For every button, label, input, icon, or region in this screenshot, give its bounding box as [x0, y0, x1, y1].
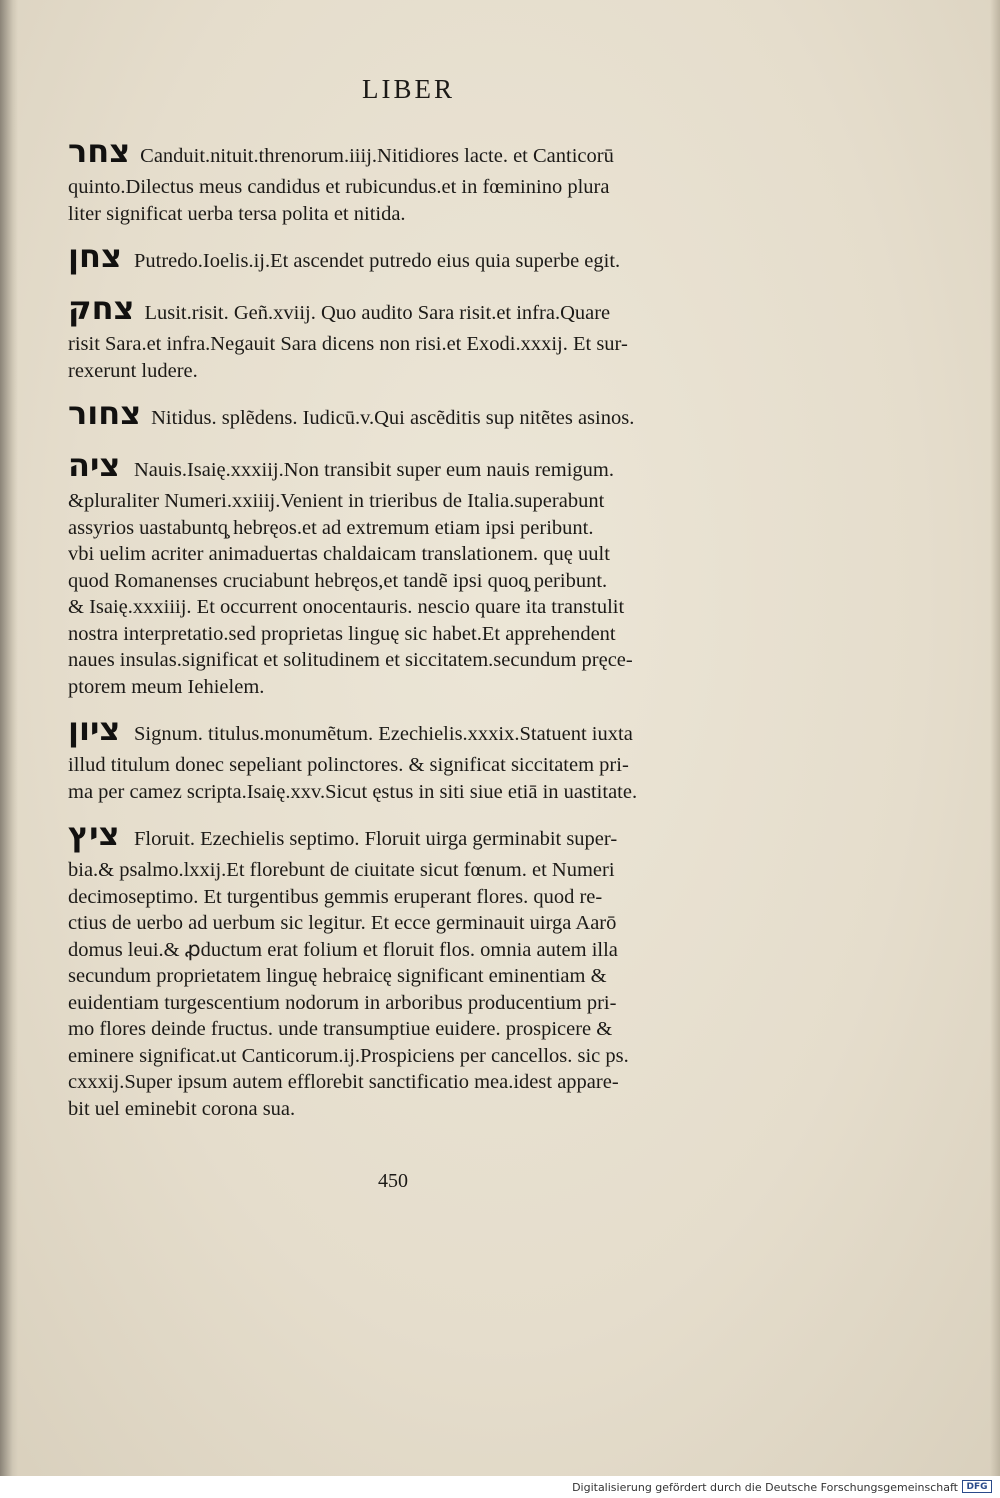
entry-text-line: naues insulas.significat et solitudinem et siccitatem.secundum pręce-	[68, 649, 633, 671]
running-head: LIBER	[362, 74, 455, 104]
entry-headline	[68, 815, 748, 857]
entry-text-line: eminere significat.ut Canticorum.ij.Prospiciens per cancellos. sic ps.	[68, 1044, 629, 1067]
entry-text-line: decimoseptimo. Et turgentibus gemmis eruperant flores. quod re-	[68, 885, 603, 908]
entry-text-line: Signum. titulus.monumẽtum. Ezechielis.xxxix.Statuent iuxta	[134, 723, 633, 745]
page-gutter-shadow	[0, 0, 18, 1476]
entry-text-line: euidentiam turgescentium nodorum in arboribus producentium pri-	[68, 991, 617, 1014]
dictionary-entry	[68, 289, 748, 384]
entry-headline	[68, 289, 748, 331]
dictionary-entry	[68, 237, 748, 279]
entry-headline	[68, 132, 748, 174]
entry-text-line: quinto.Dilectus meus candidus et rubicundus.et in fœminino plura	[68, 176, 610, 198]
entry-text-line: Canduit.nituit.threnorum.iiij.Nitidiores lacte. et Canticorū	[140, 145, 614, 167]
entry-text-line: assyrios uastabuntq̧ hebręos.et ad extremum etiam ipsi peribunt.	[68, 516, 594, 539]
hebrew-headword: צחור	[68, 394, 142, 432]
dictionary-entry	[68, 815, 748, 1122]
entry-text-line: Lusit.risit. Geñ.xviij. Quo audito Sara risit.et infra.Quare	[144, 302, 611, 324]
dictionary-entry	[68, 710, 748, 805]
dfg-logo: DFG	[962, 1480, 992, 1493]
entry-text-line: ctius de uerbo ad uerbum sic legitur. Et ecce germinauit uirga Aarō	[68, 912, 617, 934]
entry-text-line: Nitidus. splẽdens. Iudicū.v.Qui ascẽditis sup nitẽtes asinos.	[151, 407, 635, 429]
entry-text-line: liter significat uerba tersa polita et nitida.	[68, 202, 406, 225]
entry-text-line: & Isaię.xxxiiij. Et occurrent onocentauris. nescio quare ita transtulit	[68, 596, 625, 618]
entry-text-line: domus leui.& ꝓductum erat folium et floruit flos. omnia autem illa	[68, 938, 618, 961]
entry-text-line: illud titulum donec sepeliant polinctores. & significat siccitatem pri-	[68, 754, 629, 776]
entry-text-line: risit Sara.et infra.Negauit Sara dicens non risi.et Exodi.xxxij. Et sur-	[68, 333, 628, 355]
entry-text-line: Nauis.Isaię.xxxiij.Non transibit super eum nauis remigum.	[134, 459, 614, 481]
hebrew-headword: צחן	[68, 237, 122, 275]
hebrew-headword: ציה	[68, 446, 121, 484]
entry-text-line: ptorem meum Iehielem.	[68, 675, 265, 698]
entry-text-line: mo flores deinde fructus. unde transumptiue euidere. prospicere &	[68, 1018, 613, 1040]
entry-text-line: Putredo.Ioelis.ij.Et ascendet putredo eius quia superbe egit.	[134, 250, 621, 272]
entry-text-line: bit uel eminebit corona sua.	[68, 1097, 296, 1120]
hebrew-headword: ציון	[68, 710, 121, 748]
hebrew-headword: צחק	[68, 289, 135, 327]
hebrew-headword: ציץ	[68, 815, 120, 853]
funding-credit: Digitalisierung gefördert durch die Deutsche Forschungsgemeinschaft	[572, 1481, 958, 1494]
entry-text-line: secundum proprietatem linguę hebraicę significant eminentiam &	[68, 965, 607, 987]
entry-headline	[68, 394, 748, 436]
entry-text-line: &pluraliter Numeri.xxiiij.Venient in trieribus de Italia.superabunt	[68, 490, 605, 512]
entry-text-line: bia.& psalmo.lxxij.Et florebunt de ciuitate sicut fœnum. et Numeri	[68, 859, 615, 881]
dictionary-entry	[68, 132, 748, 227]
footer-bar	[0, 1476, 1000, 1498]
dictionary-entry	[68, 394, 748, 436]
dictionary-entry	[68, 446, 748, 700]
entry-text-line: rexerunt ludere.	[68, 359, 198, 382]
hebrew-headword: צחר	[68, 132, 131, 170]
page-number: 450	[378, 1170, 408, 1192]
entry-headline	[68, 710, 748, 752]
entry-text-line: quod Romanenses cruciabunt hebręos,et tandẽ ipsi quoq̧ peribunt.	[68, 569, 608, 592]
entry-text-line: vbi uelim acriter animaduertas chaldaicam translationem. quę uult	[68, 543, 610, 565]
entry-text-line: nostra interpretatio.sed proprietas linguę sic habet.Et apprehendent	[68, 622, 616, 645]
entry-text-line: cxxxij.Super ipsum autem efflorebit sanctificatio mea.idest appare-	[68, 1071, 619, 1093]
entry-text-line: Floruit. Ezechielis septimo. Floruit uirga germinabit super-	[134, 828, 618, 850]
entry-headline	[68, 237, 748, 279]
dictionary-text	[68, 132, 748, 1132]
entry-text-line: ma per camez scripta.Isaię.xxv.Sicut ęstus in siti siue etiā in uastitate.	[68, 780, 638, 803]
entry-headline	[68, 446, 748, 488]
page-edge-shadow	[990, 0, 1000, 1476]
